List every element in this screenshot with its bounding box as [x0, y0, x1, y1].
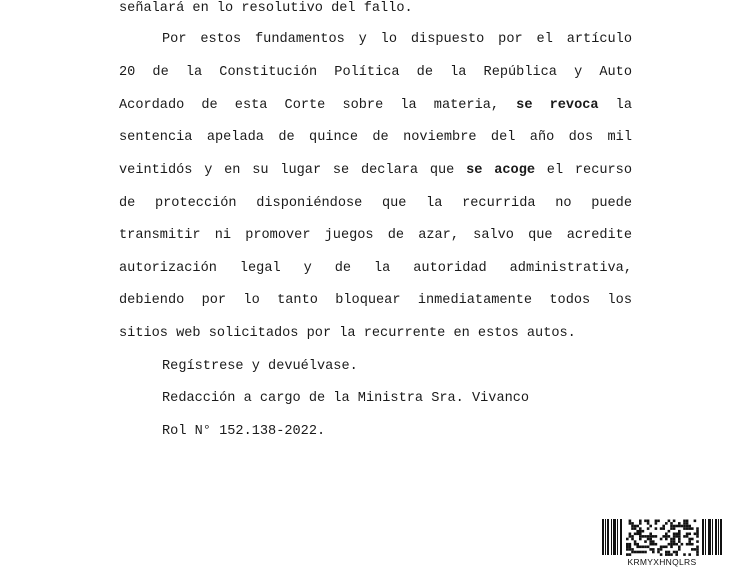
- text-segment: 20 de la Constitución Política de la República y Auto: [119, 65, 632, 80]
- text-line: [119, 96, 632, 116]
- verification-code-text: KRMYXHNQLRS: [627, 557, 697, 567]
- verification-code-block: [600, 519, 724, 569]
- text-segment: autorización legal y de la autoridad administrativa,: [119, 261, 632, 276]
- text-line: [119, 259, 632, 279]
- text-segment: el recurso: [535, 163, 632, 178]
- text-segment: sitios web solicitados por la recurrente en estos autos.: [119, 326, 576, 341]
- text-segment: la: [598, 98, 632, 113]
- bold-text: se revoca: [516, 98, 599, 113]
- text-line: [119, 63, 632, 83]
- text-line: [119, 291, 632, 311]
- text-line: [119, 226, 632, 246]
- text-line: [119, 194, 632, 214]
- text-segment: Por estos fundamentos y lo dispuesto por el artículo: [162, 32, 632, 47]
- text-line: [119, 161, 632, 181]
- text-segment: Redacción a cargo de la Ministra Sra. Vivanco: [162, 391, 530, 406]
- text-line: [119, 128, 632, 148]
- bold-text: se acoge: [466, 163, 536, 178]
- verification-qr-code: [602, 519, 722, 557]
- text-segment: Rol N° 152.138-2022.: [162, 424, 326, 439]
- text-segment: señalará en lo resolutivo del fallo.: [119, 1, 413, 16]
- text-line: [162, 389, 529, 409]
- text-line: [119, 324, 632, 344]
- text-line: [119, 0, 632, 19]
- text-segment: sentencia apelada de quince de noviembre del año dos mil: [119, 130, 632, 145]
- text-segment: debiendo por lo tanto bloquear inmediatamente todos los: [119, 293, 632, 308]
- text-line: [162, 422, 325, 442]
- text-segment: Regístrese y devuélvase.: [162, 359, 358, 374]
- text-line: [162, 357, 358, 377]
- text-line: [162, 30, 632, 50]
- text-segment: de protección disponiéndose que la recurrida no puede: [119, 196, 632, 211]
- text-segment: Acordado de esta Corte sobre la materia,: [119, 98, 517, 113]
- text-segment: veintidós y en su lugar se declara que: [119, 163, 467, 178]
- text-segment: transmitir ni promover juegos de azar, salvo que acredite: [119, 228, 632, 243]
